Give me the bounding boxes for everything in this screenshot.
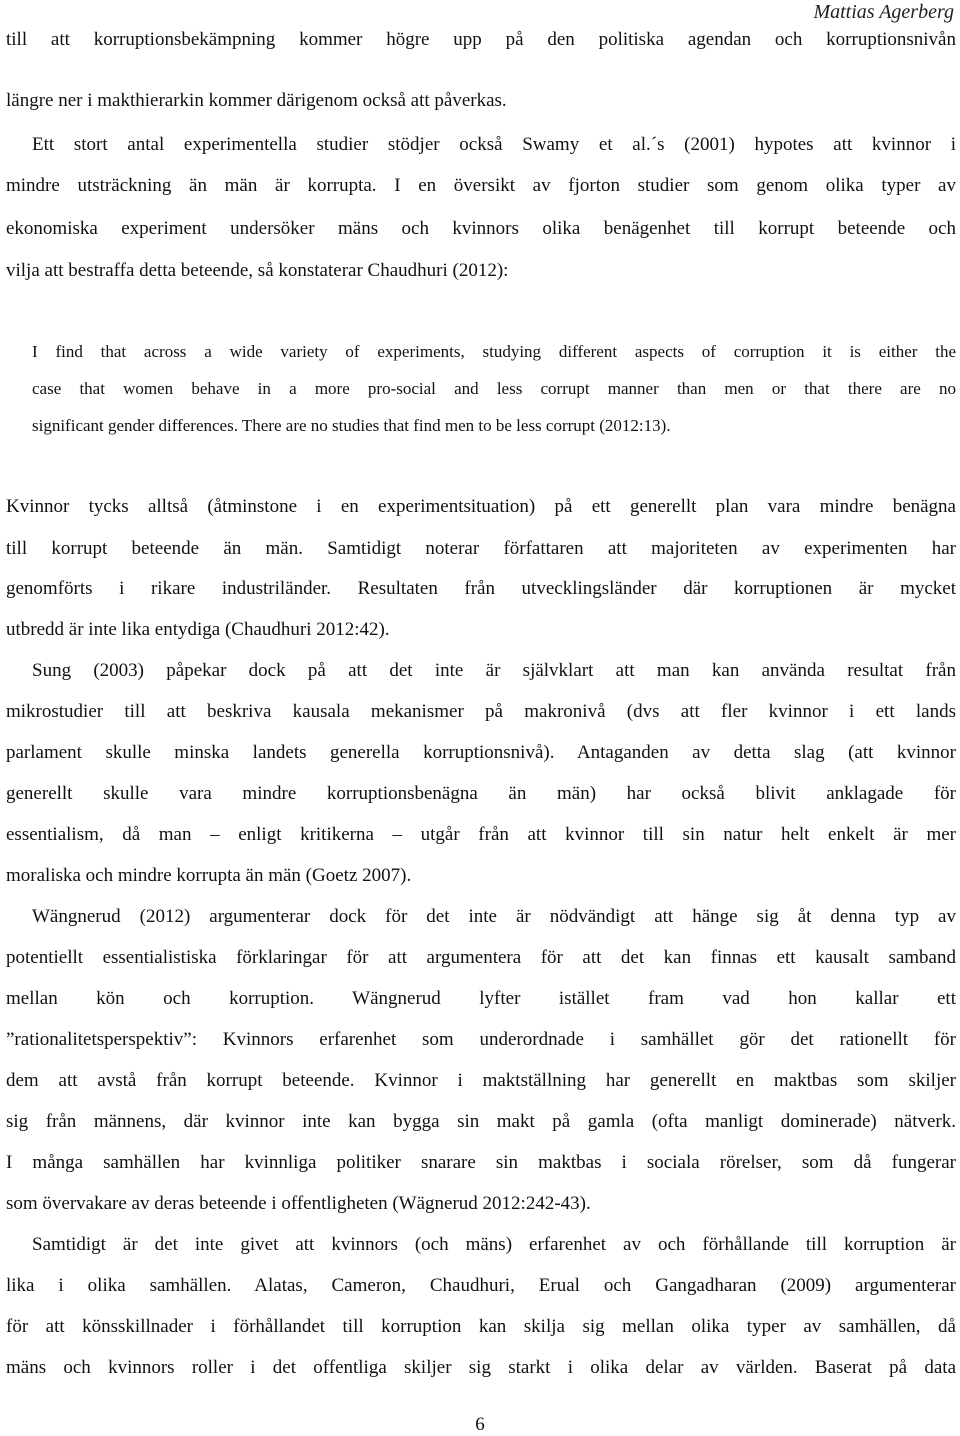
body-line: till korrupt beteende än män. Samtidigt noterar författaren att majoriteten av experimenten har bbox=[6, 538, 956, 559]
body-line: generellt skulle vara mindre korruptionsbenägna än män) har också blivit anklagade för bbox=[6, 783, 956, 804]
body-line: genomförts i rikare industriländer. Resultaten från utvecklingsländer där korruptionen är mycket bbox=[6, 578, 956, 599]
body-line: Wängnerud (2012) argumenterar dock för det inte är nödvändigt att hänge sig åt denna typ av bbox=[32, 906, 956, 927]
body-line: potentiellt essentialistiska förklaringar för att argumentera för att det kan finnas ett kausalt samband bbox=[6, 947, 956, 968]
body-line: mikrostudier till att beskriva kausala mekanismer på makronivå (dvs att fler kvinnor i ett lands bbox=[6, 701, 956, 722]
body-line: mellan kön och korruption. Wängnerud lyfter istället fram vad hon kallar ett bbox=[6, 988, 956, 1009]
body-line: Ett stort antal experimentella studier stödjer också Swamy et al.´s (2001) hypotes att kvinnor i bbox=[32, 134, 956, 155]
body-line: mäns och kvinnors roller i det offentliga skiljer sig starkt i olika delar av världen. Baserat på data bbox=[6, 1357, 956, 1378]
body-line: sig från männens, där kvinnor inte kan bygga sin makt på gamla (ofta manligt dominerade) nätverk. bbox=[6, 1111, 956, 1132]
running-header-author: Mattias Agerberg bbox=[813, 1, 954, 23]
body-line: essentialism, då man – enligt kritikerna – utgår från att kvinnor till sin natur helt enkelt är mer bbox=[6, 824, 956, 845]
quote-line: I find that across a wide variety of experiments, studying different aspects of corruption it is either the bbox=[32, 342, 956, 361]
body-line: Sung (2003) påpekar dock på att det inte är självklart att man kan använda resultat från bbox=[32, 660, 956, 681]
body-line: mindre utsträckning än män är korrupta. I en översikt av fjorton studier som genom olika typer av bbox=[6, 175, 956, 196]
body-line: Kvinnor tycks alltså (åtminstone i en experimentsituation) på ett generellt plan vara mindre benägna bbox=[6, 496, 956, 517]
body-line: som övervakare av deras beteende i offentligheten (Wägnerud 2012:242-43). bbox=[6, 1193, 591, 1214]
body-line: lika i olika samhällen. Alatas, Cameron, Chaudhuri, Erual och Gangadharan (2009) argumenterar bbox=[6, 1275, 956, 1296]
body-line: dem att avstå från korrupt beteende. Kvinnor i maktställning har generellt en maktbas som skiljer bbox=[6, 1070, 956, 1091]
body-line: Samtidigt är det inte givet att kvinnors (och mäns) erfarenhet av och förhållande till korruption är bbox=[32, 1234, 956, 1255]
body-line: moraliska och mindre korrupta än män (Goetz 2007). bbox=[6, 865, 412, 886]
body-line: ekonomiska experiment undersöker mäns och kvinnors olika benägenhet till korrupt beteende och bbox=[6, 218, 956, 239]
body-line: ”rationalitetsperspektiv”: Kvinnors erfarenhet som underordnade i samhället gör det rationellt för bbox=[6, 1029, 956, 1050]
body-line: längre ner i makthierarkin kommer därigenom också att påverkas. bbox=[6, 90, 507, 111]
body-line: vilja att bestraffa detta beteende, så konstaterar Chaudhuri (2012): bbox=[6, 260, 509, 281]
quote-line: case that women behave in a more pro-social and less corrupt manner than men or that there are no bbox=[32, 379, 956, 398]
body-line: för att könsskillnader i förhållandet till korruption kan skilja sig mellan olika typer av samhällen, då bbox=[6, 1316, 956, 1337]
quote-line: significant gender differences. There are no studies that find men to be less corrupt (2012:13). bbox=[32, 416, 671, 435]
page-number: 6 bbox=[475, 1414, 485, 1435]
body-line: I många samhällen har kvinnliga politiker snarare sin maktbas i sociala rörelser, som då fungerar bbox=[6, 1152, 956, 1173]
body-line: utbredd är inte lika entydiga (Chaudhuri 2012:42). bbox=[6, 619, 390, 640]
body-line: till att korruptionsbekämpning kommer högre upp på den politiska agendan och korruptionsnivån bbox=[6, 29, 956, 50]
body-line: parlament skulle minska landets generella korruptionsnivå). Antaganden av detta slag (att kvinnor bbox=[6, 742, 956, 763]
